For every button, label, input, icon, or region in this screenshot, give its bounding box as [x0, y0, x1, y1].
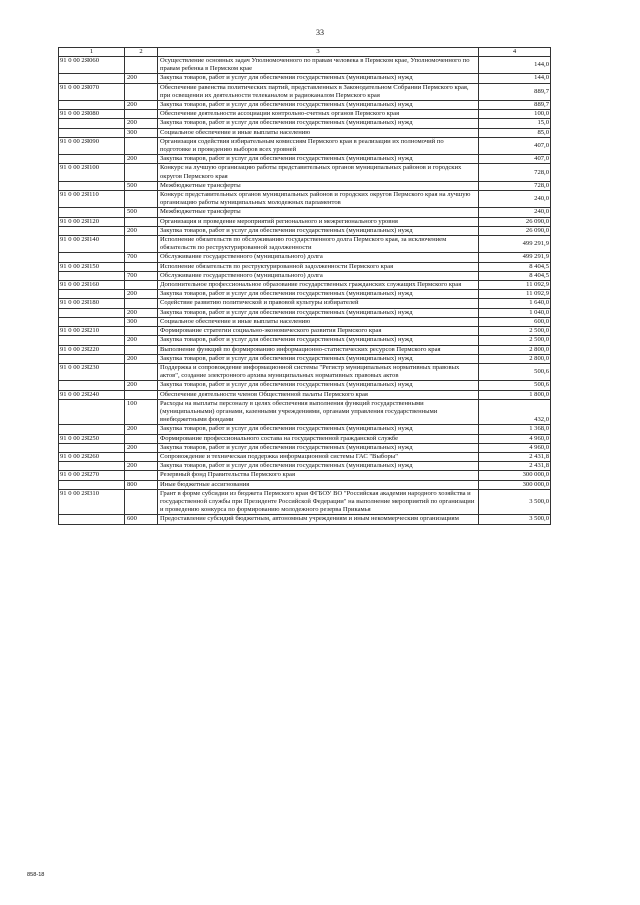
target-article-code: 91 0 00 2Я220: [59, 345, 125, 354]
target-article-code: 91 0 00 2Я150: [59, 262, 125, 271]
expense-type-code: 500: [125, 181, 158, 190]
table-row: [59, 128, 551, 137]
target-article-code: [59, 515, 125, 524]
table-body: [59, 57, 551, 525]
target-article-code: [59, 181, 125, 190]
table-row: [59, 236, 551, 253]
expense-name: Обслуживание государственного (муниципального) долга: [158, 271, 479, 280]
column-number: 2: [125, 48, 158, 57]
table-row: [59, 191, 551, 208]
table-row: [59, 57, 551, 74]
expense-name: Закупка товаров, работ и услуг для обеспечения государственных (муниципальных) нужд: [158, 74, 479, 83]
expense-name: Формирование профессионального состава на государственной гражданской службе: [158, 434, 479, 443]
expense-type-code: 600: [125, 515, 158, 524]
expense-type-code: 700: [125, 271, 158, 280]
target-article-code: 91 0 00 2Я080: [59, 110, 125, 119]
target-article-code: [59, 443, 125, 452]
table-row: [59, 217, 551, 226]
amount-value: 728,0: [479, 164, 551, 181]
target-article-code: [59, 336, 125, 345]
amount-value: 500,6: [479, 363, 551, 380]
expense-name: Закупка товаров, работ и услуг для обеспечения государственных (муниципальных) нужд: [158, 119, 479, 128]
expense-name: Обслуживание государственного (муниципального) долга: [158, 253, 479, 262]
table-row: [59, 101, 551, 110]
expense-name: Закупка товаров, работ и услуг для обеспечения государственных (муниципальных) нужд: [158, 336, 479, 345]
page-number: 33: [316, 28, 324, 37]
amount-value: 144,0: [479, 57, 551, 74]
target-article-code: [59, 354, 125, 363]
expense-type-code: [125, 345, 158, 354]
amount-value: 3 500,0: [479, 515, 551, 524]
expense-name: Обеспечение равенства политических партий, представленных в Законодательном Собрании Пермского края, при освещении их деятельности телеканалом и радиоканалом Пермского края: [158, 83, 479, 100]
amount-value: 600,0: [479, 317, 551, 326]
expense-type-code: 200: [125, 443, 158, 452]
table-row: [59, 443, 551, 452]
expense-type-code: [125, 327, 158, 336]
expense-type-code: 200: [125, 290, 158, 299]
amount-value: 499 291,9: [479, 253, 551, 262]
amount-value: 1 368,0: [479, 425, 551, 434]
expense-name: Организация содействия избирательным комиссиям Пермского края в реализации их полномочий по подготовке и проведению выборов всех уровней: [158, 137, 479, 154]
target-article-code: 91 0 00 2Я210: [59, 327, 125, 336]
expense-type-code: [125, 137, 158, 154]
expense-name: Осуществление основных задач Уполномоченного по правам человека в Пермском крае, Уполномоченного по правам ребенка в Пермском крае: [158, 57, 479, 74]
expense-name: Закупка товаров, работ и услуг для обеспечения государственных (муниципальных) нужд: [158, 226, 479, 235]
amount-value: 407,0: [479, 137, 551, 154]
expense-type-code: 200: [125, 336, 158, 345]
target-article-code: [59, 253, 125, 262]
table-row: [59, 155, 551, 164]
table-row: [59, 327, 551, 336]
table-row: [59, 83, 551, 100]
expense-name: Закупка товаров, работ и услуг для обеспечения государственных (муниципальных) нужд: [158, 101, 479, 110]
target-article-code: [59, 462, 125, 471]
target-article-code: [59, 155, 125, 164]
expense-name: Закупка товаров, работ и услуг для обеспечения государственных (муниципальных) нужд: [158, 290, 479, 299]
expense-name: Формирование стратегии социально-экономического развития Пермского края: [158, 327, 479, 336]
expense-name: Закупка товаров, работ и услуг для обеспечения государственных (муниципальных) нужд: [158, 443, 479, 452]
amount-value: 2 500,0: [479, 336, 551, 345]
expense-type-code: 200: [125, 101, 158, 110]
expense-name: Обеспечение деятельности ассоциации контрольно-счетных органов Пермского края: [158, 110, 479, 119]
target-article-code: 91 0 00 2Я230: [59, 363, 125, 380]
table-row: [59, 425, 551, 434]
expense-name: Исполнение обязательств по обслуживанию государственного долга Пермского края, за исключением обязательств по реструктурированной задолженности: [158, 236, 479, 253]
document-footer-code: 858-18: [27, 872, 45, 878]
amount-value: 889,7: [479, 83, 551, 100]
table-row: [59, 336, 551, 345]
table-row: [59, 390, 551, 399]
expense-type-code: [125, 363, 158, 380]
expense-type-code: [125, 236, 158, 253]
target-article-code: 91 0 00 2Я270: [59, 471, 125, 480]
expense-name: Закупка товаров, работ и услуг для обеспечения государственных (муниципальных) нужд: [158, 308, 479, 317]
target-article-code: 91 0 00 2Я160: [59, 281, 125, 290]
expense-name: Сопровождение и техническая поддержка информационной системы ГАС "Выборы": [158, 452, 479, 461]
expense-type-code: [125, 299, 158, 308]
expense-name: Конкурс представительных органов муниципальных районов и городских округов Пермского края на лучшую организацию работы муниципальных молодежных парламентов: [158, 191, 479, 208]
target-article-code: [59, 128, 125, 137]
expense-type-code: [125, 110, 158, 119]
target-article-code: [59, 226, 125, 235]
target-article-code: [59, 381, 125, 390]
target-article-code: 91 0 00 2Я240: [59, 390, 125, 399]
table-row: [59, 471, 551, 480]
table-row: [59, 137, 551, 154]
amount-value: 4 960,0: [479, 434, 551, 443]
column-number: 4: [479, 48, 551, 57]
amount-value: 2 500,0: [479, 327, 551, 336]
expense-type-code: 200: [125, 308, 158, 317]
expense-name: Выполнение функций по формированию информационно-статистических ресурсов Пермского края: [158, 345, 479, 354]
amount-value: 100,0: [479, 110, 551, 119]
expense-name: Обеспечение деятельности членов Общественной палаты Пермского края: [158, 390, 479, 399]
amount-value: 499 291,9: [479, 236, 551, 253]
column-number: 3: [158, 48, 479, 57]
target-article-code: [59, 480, 125, 489]
target-article-code: 91 0 00 2Я140: [59, 236, 125, 253]
amount-value: 889,7: [479, 101, 551, 110]
table-row: [59, 181, 551, 190]
amount-value: 3 500,0: [479, 489, 551, 515]
target-article-code: 91 0 00 2Я260: [59, 452, 125, 461]
amount-value: 8 404,5: [479, 262, 551, 271]
table-row: [59, 262, 551, 271]
expense-name: Содействие развитию политической и правовой культуры избирателей: [158, 299, 479, 308]
target-article-code: [59, 308, 125, 317]
expense-type-code: 200: [125, 354, 158, 363]
target-article-code: [59, 74, 125, 83]
amount-value: 500,6: [479, 381, 551, 390]
target-article-code: [59, 317, 125, 326]
amount-value: 11 092,9: [479, 281, 551, 290]
table-row: [59, 462, 551, 471]
expense-type-code: 300: [125, 317, 158, 326]
target-article-code: 91 0 00 2Я100: [59, 164, 125, 181]
table-row: [59, 489, 551, 515]
amount-value: 1 800,0: [479, 390, 551, 399]
amount-value: 2 800,0: [479, 354, 551, 363]
table-row: [59, 480, 551, 489]
expense-name: Поддержка и сопровождение информационной системы "Регистр муниципальных нормативных правовых актов", создание электронного архива муниципальных нормативных правовых актов: [158, 363, 479, 380]
expense-type-code: [125, 191, 158, 208]
target-article-code: 91 0 00 2Я180: [59, 299, 125, 308]
amount-value: 15,0: [479, 119, 551, 128]
amount-value: 240,0: [479, 191, 551, 208]
table-row: [59, 308, 551, 317]
amount-value: 300 000,0: [479, 471, 551, 480]
amount-value: 11 092,9: [479, 290, 551, 299]
table-row: [59, 515, 551, 524]
table-row: [59, 399, 551, 425]
table-row: [59, 345, 551, 354]
amount-value: 85,0: [479, 128, 551, 137]
expense-name: Закупка товаров, работ и услуг для обеспечения государственных (муниципальных) нужд: [158, 354, 479, 363]
table-row: [59, 253, 551, 262]
target-article-code: 91 0 00 2Я110: [59, 191, 125, 208]
expense-name: Расходы на выплаты персоналу в целях обеспечения выполнения функций государственными (муниципальными) органами, казенными учреждениями, органами управления государственными внебюджетными фондами: [158, 399, 479, 425]
expense-type-code: [125, 164, 158, 181]
expense-name: Грант в форме субсидии из бюджета Пермского края ФГБОУ ВО "Российская академия народного хозяйства и государственной службы при Президенте Российской Федерации" на выполнение мероприятий по организации и проведению конкурса по формированию молодежного резерва Прикамья: [158, 489, 479, 515]
amount-value: 407,0: [479, 155, 551, 164]
table-row: [59, 271, 551, 280]
table-row: [59, 317, 551, 326]
target-article-code: 91 0 00 2Я070: [59, 83, 125, 100]
expense-name: Межбюджетные трансферты: [158, 208, 479, 217]
amount-value: 728,0: [479, 181, 551, 190]
expense-name: Организация и проведение мероприятий регионального и межрегионального уровня: [158, 217, 479, 226]
table-row: [59, 381, 551, 390]
amount-value: 144,0: [479, 74, 551, 83]
expense-type-code: 500: [125, 208, 158, 217]
table-row: [59, 299, 551, 308]
expense-name: Иные бюджетные ассигнования: [158, 480, 479, 489]
amount-value: 1 040,0: [479, 308, 551, 317]
table-row: [59, 119, 551, 128]
target-article-code: 91 0 00 2Я060: [59, 57, 125, 74]
expense-type-code: 800: [125, 480, 158, 489]
target-article-code: 91 0 00 2Я250: [59, 434, 125, 443]
expense-name: Резервный фонд Правительства Пермского края: [158, 471, 479, 480]
amount-value: 26 090,0: [479, 217, 551, 226]
expense-type-code: 200: [125, 462, 158, 471]
expense-name: Межбюджетные трансферты: [158, 181, 479, 190]
expense-type-code: [125, 57, 158, 74]
target-article-code: [59, 425, 125, 434]
expense-name: Социальное обеспечение и иные выплаты населению: [158, 128, 479, 137]
table-row: [59, 208, 551, 217]
target-article-code: [59, 208, 125, 217]
expense-name: Закупка товаров, работ и услуг для обеспечения государственных (муниципальных) нужд: [158, 155, 479, 164]
budget-table: [58, 47, 551, 525]
amount-value: 4 960,0: [479, 443, 551, 452]
expense-name: Социальное обеспечение и иные выплаты населению: [158, 317, 479, 326]
expense-type-code: 200: [125, 74, 158, 83]
table-row: [59, 281, 551, 290]
amount-value: 26 090,0: [479, 226, 551, 235]
expense-type-code: [125, 262, 158, 271]
expense-type-code: 200: [125, 226, 158, 235]
column-number: 1: [59, 48, 125, 57]
amount-value: 2 431,8: [479, 462, 551, 471]
target-article-code: 91 0 00 2Я310: [59, 489, 125, 515]
expense-name: Закупка товаров, работ и услуг для обеспечения государственных (муниципальных) нужд: [158, 381, 479, 390]
target-article-code: [59, 399, 125, 425]
table-row: [59, 452, 551, 461]
expense-type-code: [125, 471, 158, 480]
expense-type-code: 200: [125, 425, 158, 434]
expense-type-code: 300: [125, 128, 158, 137]
amount-value: 8 404,5: [479, 271, 551, 280]
expense-name: Исполнение обязательств по реструктурированной задолженности Пермского края: [158, 262, 479, 271]
expense-type-code: 200: [125, 381, 158, 390]
table-row: [59, 74, 551, 83]
table-row: [59, 354, 551, 363]
table-row: [59, 226, 551, 235]
amount-value: 300 000,0: [479, 480, 551, 489]
expense-type-code: 100: [125, 399, 158, 425]
target-article-code: [59, 101, 125, 110]
expense-type-code: [125, 390, 158, 399]
expense-type-code: 700: [125, 253, 158, 262]
target-article-code: [59, 119, 125, 128]
expense-type-code: [125, 489, 158, 515]
amount-value: 2 800,0: [479, 345, 551, 354]
expense-name: Конкурс на лучшую организацию работы представительных органов муниципальных районов и городских округов Пермского края: [158, 164, 479, 181]
expense-type-code: 200: [125, 119, 158, 128]
target-article-code: 91 0 00 2Я090: [59, 137, 125, 154]
table-row: [59, 164, 551, 181]
expense-name: Закупка товаров, работ и услуг для обеспечения государственных (муниципальных) нужд: [158, 425, 479, 434]
table-row: [59, 363, 551, 380]
table-row: [59, 434, 551, 443]
expense-type-code: [125, 434, 158, 443]
expense-type-code: 200: [125, 155, 158, 164]
amount-value: 240,0: [479, 208, 551, 217]
expense-type-code: [125, 217, 158, 226]
expense-name: Предоставление субсидий бюджетным, автономным учреждениям и иным некоммерческим организациям: [158, 515, 479, 524]
amount-value: 1 640,0: [479, 299, 551, 308]
expense-type-code: [125, 452, 158, 461]
target-article-code: 91 0 00 2Я120: [59, 217, 125, 226]
expense-name: Дополнительное профессиональное образование государственных гражданских служащих Пермского края: [158, 281, 479, 290]
column-numbers-row: [59, 48, 551, 57]
table-row: [59, 290, 551, 299]
target-article-code: [59, 290, 125, 299]
expense-type-code: [125, 83, 158, 100]
table-row: [59, 110, 551, 119]
amount-value: 2 431,8: [479, 452, 551, 461]
expense-name: Закупка товаров, работ и услуг для обеспечения государственных (муниципальных) нужд: [158, 462, 479, 471]
amount-value: 432,0: [479, 399, 551, 425]
expense-type-code: [125, 281, 158, 290]
target-article-code: [59, 271, 125, 280]
